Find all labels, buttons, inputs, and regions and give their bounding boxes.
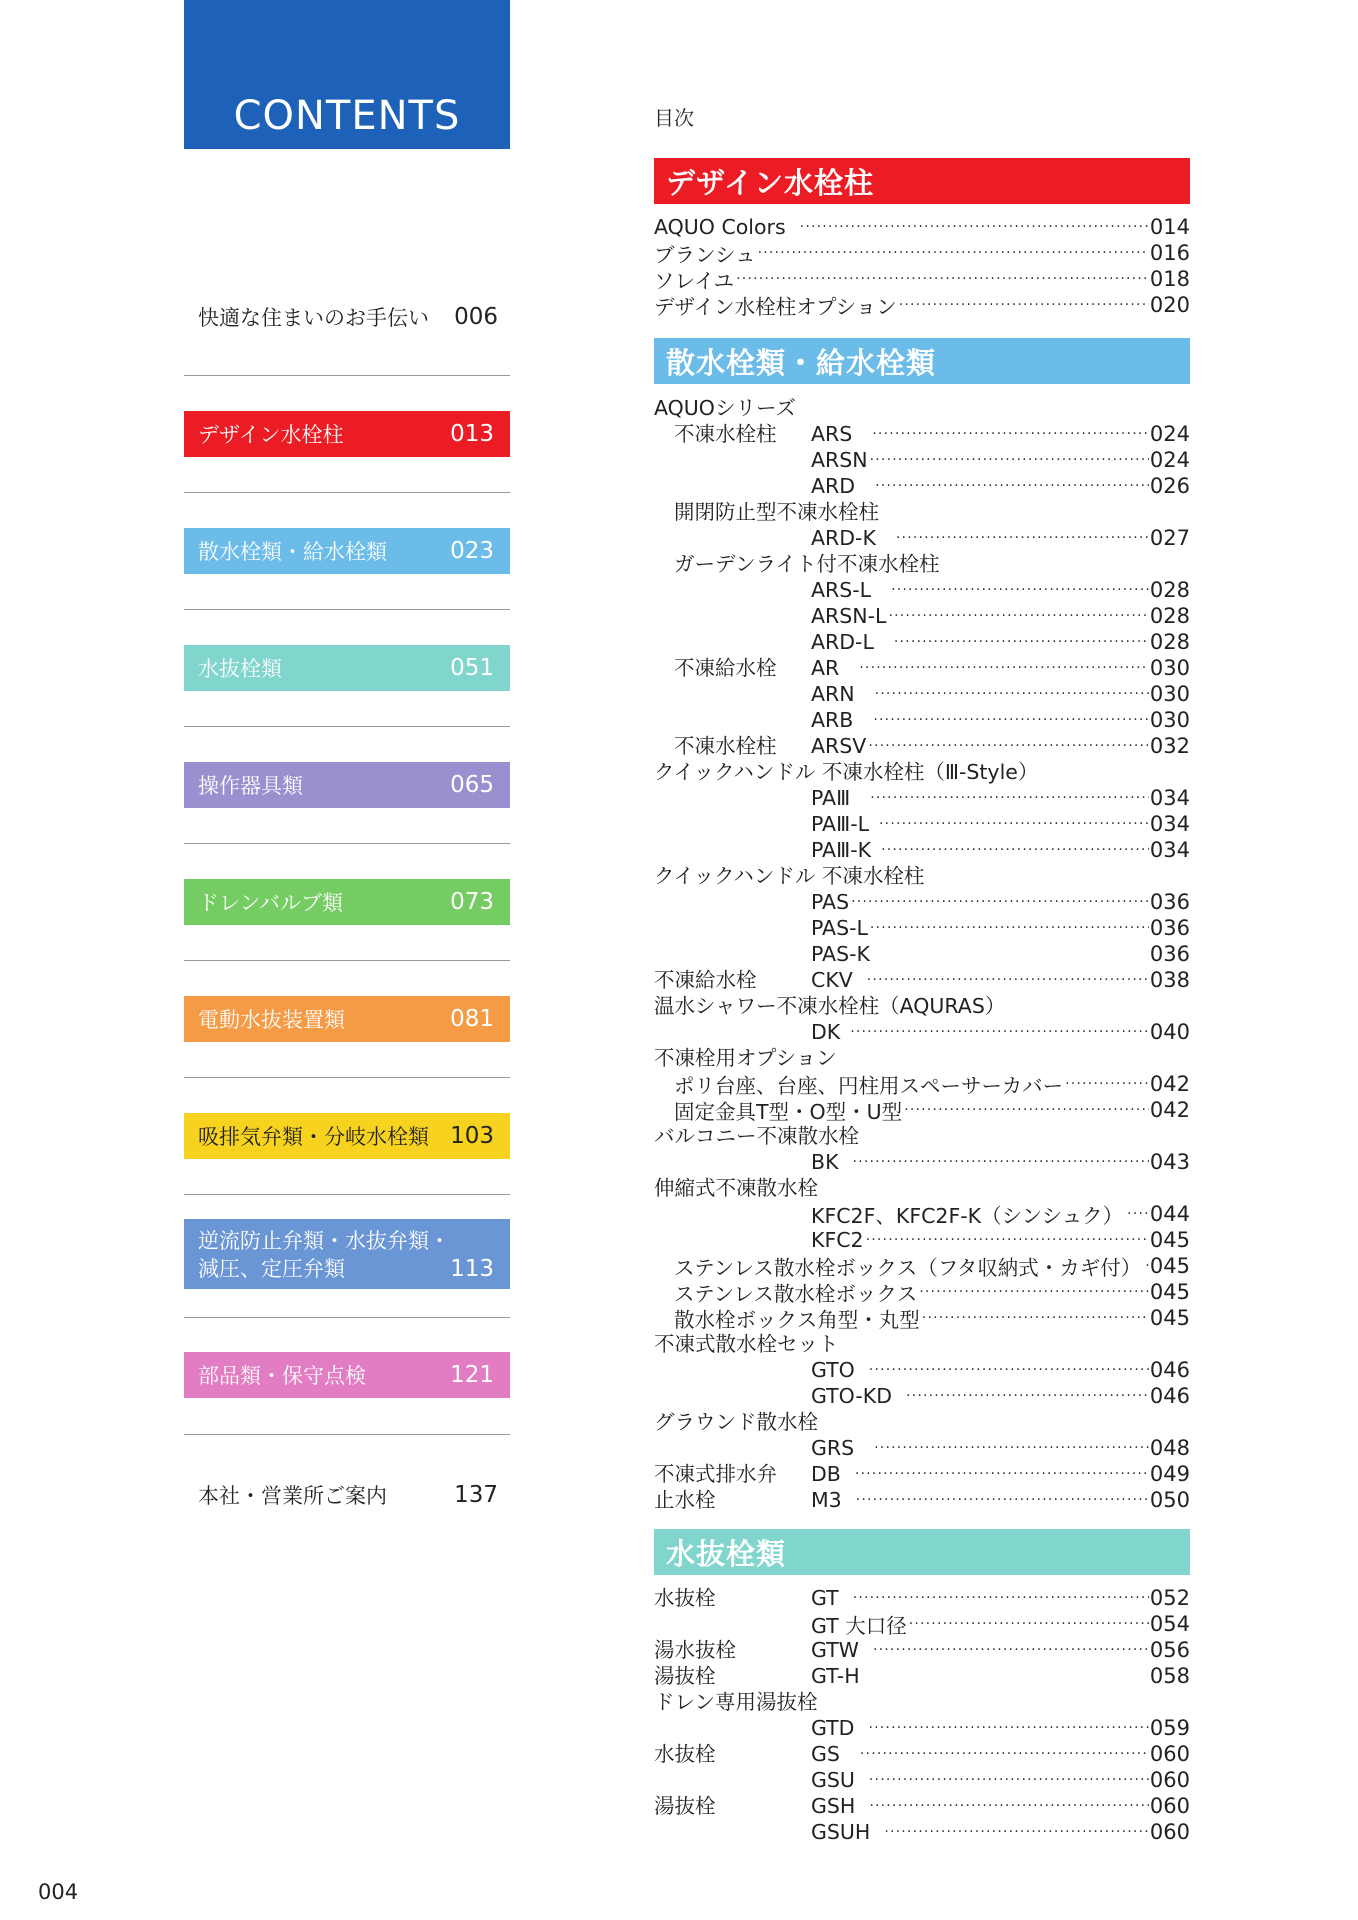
left-toc-item-page: 013 <box>450 421 494 447</box>
toc-entry[interactable] <box>811 811 1190 837</box>
toc-entry-page: 054 <box>1149 1612 1190 1636</box>
left-toc-item-page: 113 <box>450 1256 494 1282</box>
divider <box>184 1434 510 1435</box>
toc-entry-text: GTD <box>811 1716 855 1740</box>
left-toc-item-page: 073 <box>450 889 494 915</box>
toc-category: 水抜栓 <box>654 1742 716 1766</box>
toc-category: 湯抜栓 <box>654 1794 716 1818</box>
toc-entry[interactable] <box>811 785 1190 811</box>
toc-entry[interactable] <box>654 266 1190 292</box>
toc-entry[interactable] <box>811 1383 1190 1409</box>
toc-entry-page: 045 <box>1149 1306 1190 1330</box>
dot-leader <box>869 1793 1149 1819</box>
toc-entry-page: 030 <box>1149 708 1190 732</box>
toc-entry[interactable] <box>811 1487 1190 1513</box>
left-toc-item-page: 103 <box>450 1123 494 1149</box>
left-toc-item-label: 散水栓類・給水栓類 <box>198 540 387 564</box>
toc-entry-text: GSUH <box>811 1820 871 1844</box>
page-number: 004 <box>38 1880 79 1904</box>
section-bar-mizunuki[interactable] <box>654 1529 1190 1575</box>
left-toc-item-sansui[interactable] <box>184 528 510 574</box>
toc-entry-text: 固定金具T型・O型・U型 <box>674 1100 903 1124</box>
divider <box>184 1317 510 1318</box>
left-toc-outro[interactable] <box>198 1480 498 1510</box>
toc-entry-page: 046 <box>1149 1384 1190 1408</box>
dot-leader <box>884 1819 1149 1845</box>
left-toc-outro-page: 137 <box>454 1482 498 1508</box>
toc-category: 湯水抜栓 <box>654 1638 736 1662</box>
dot-leader <box>904 1097 1149 1123</box>
dot-leader <box>850 1019 1149 1045</box>
dot-leader <box>879 811 1149 837</box>
toc-entry[interactable] <box>811 1741 1190 1767</box>
left-toc-outro-label: 本社・営業所ご案内 <box>198 1484 387 1508</box>
toc-heading: AQUOシリーズ <box>654 396 796 420</box>
dot-leader <box>888 603 1148 629</box>
toc-entry-page: 038 <box>1149 968 1190 992</box>
toc-entry[interactable] <box>811 1715 1190 1741</box>
toc-entry-page: 060 <box>1149 1768 1190 1792</box>
toc-category: 不凍給水栓 <box>654 968 757 992</box>
toc-entry-page: 056 <box>1149 1638 1190 1662</box>
dot-leader <box>874 1435 1149 1461</box>
toc-category: 不凍水栓柱 <box>674 422 777 446</box>
toc-entry-text: GSH <box>811 1794 856 1818</box>
dot-leader <box>875 473 1149 499</box>
toc-entry-page: 030 <box>1149 682 1190 706</box>
toc-entry[interactable] <box>674 1253 1190 1279</box>
toc-entry-text: PAⅢ-K <box>811 838 872 862</box>
toc-heading: グラウンド散水栓 <box>654 1410 818 1434</box>
toc-entry-page: 036 <box>1149 942 1190 966</box>
toc-entry-text: ポリ台座、台座、円柱用スペーサーカバー <box>674 1074 1064 1098</box>
left-toc-item-buhin[interactable] <box>184 1352 510 1398</box>
toc-entry[interactable] <box>811 655 1190 681</box>
dot-leader <box>853 1585 1149 1611</box>
dot-leader <box>919 1279 1149 1305</box>
left-toc-item-gyakuryu[interactable] <box>184 1219 510 1289</box>
toc-entry[interactable] <box>811 1201 1190 1227</box>
toc-entry-text: M3 <box>811 1488 842 1512</box>
toc-entry-text: AQUO Colors <box>654 215 786 239</box>
divider <box>184 1194 510 1195</box>
toc-heading: クイックハンドル 不凍水栓柱 <box>654 864 925 888</box>
left-toc-item-page: 121 <box>450 1362 494 1388</box>
toc-entry-page: 014 <box>1149 215 1190 239</box>
toc-entry[interactable] <box>811 1149 1190 1175</box>
toc-entry-text: 散水栓ボックス角型・丸型 <box>674 1308 920 1332</box>
toc-entry-page: 042 <box>1149 1072 1190 1096</box>
toc-entry-page: 034 <box>1149 786 1190 810</box>
dot-leader <box>856 1487 1149 1513</box>
toc-entry[interactable] <box>674 1097 1190 1123</box>
dot-leader <box>899 292 1149 318</box>
section-title: 水抜栓類 <box>666 1536 787 1571</box>
toc-entry-page: 050 <box>1149 1488 1190 1512</box>
left-toc-item-page: 051 <box>450 655 494 681</box>
toc-entry[interactable] <box>674 1071 1190 1097</box>
toc-entry-page: 044 <box>1149 1202 1190 1226</box>
toc-entry-text: DK <box>811 1020 841 1044</box>
toc-category: 不凍水栓柱 <box>674 734 777 758</box>
toc-entry-page: 060 <box>1149 1742 1190 1766</box>
toc-entry-text: AR <box>811 656 840 680</box>
toc-entry-page: 036 <box>1149 890 1190 914</box>
left-toc-item-label: 吸排気弁類・分岐水栓類 <box>198 1125 429 1149</box>
toc-entry-page: 024 <box>1149 448 1190 472</box>
toc-entry-page: 045 <box>1149 1228 1190 1252</box>
toc-entry[interactable] <box>811 967 1190 993</box>
left-toc-item-page: 081 <box>450 1006 494 1032</box>
toc-entry-page: 027 <box>1149 526 1190 550</box>
toc-entry[interactable] <box>654 240 1190 266</box>
toc-entry-text: ARSV <box>811 734 867 758</box>
toc-heading: 伸縮式不凍散水栓 <box>654 1176 818 1200</box>
toc-entry[interactable] <box>811 681 1190 707</box>
left-toc-item-drain[interactable] <box>184 879 510 925</box>
dot-leader <box>736 266 1149 292</box>
dot-leader <box>906 1383 1149 1409</box>
toc-category: 湯抜栓 <box>654 1664 716 1688</box>
divider <box>184 492 510 493</box>
toc-entry-page: 036 <box>1149 916 1190 940</box>
left-toc-intro-label: 快適な住まいのお手伝い <box>198 306 429 330</box>
toc-entry-page: 060 <box>1149 1794 1190 1818</box>
toc-entry-page: 030 <box>1149 656 1190 680</box>
dot-leader <box>855 1461 1149 1487</box>
divider <box>184 726 510 727</box>
toc-entry-text: デザイン水栓柱オプション <box>654 295 897 319</box>
toc-entry-text: ARSN-L <box>811 604 887 628</box>
left-toc-item-label: 逆流防止弁類・水抜弁類・ 減圧、定圧弁類 <box>198 1229 450 1281</box>
left-toc-item-kyuhaiki[interactable] <box>184 1113 510 1159</box>
toc-entry-text: ARS-L <box>811 578 872 602</box>
dot-leader <box>870 915 1149 941</box>
toc-entry[interactable] <box>811 421 1190 447</box>
left-toc-item-page: 023 <box>450 538 494 564</box>
section-title: 散水栓類・給水栓類 <box>666 345 937 380</box>
divider <box>184 960 510 961</box>
toc-entry-text: ARN <box>811 682 855 706</box>
dot-leader <box>800 214 1149 240</box>
contents-header: CONTENTS <box>184 0 510 149</box>
toc-entry[interactable] <box>674 1305 1190 1331</box>
dot-leader <box>868 1715 1148 1741</box>
dot-leader <box>873 707 1149 733</box>
divider <box>184 843 510 844</box>
toc-heading: 温水シャワー不凍水栓柱（AQURAS） <box>654 994 1006 1018</box>
toc-entry-text: PAS <box>811 890 850 914</box>
toc-entry-text: PAⅢ-L <box>811 812 870 836</box>
toc-entry-text: GRS <box>811 1436 855 1460</box>
dot-leader <box>859 655 1149 681</box>
dot-leader <box>867 967 1149 993</box>
toc-entry[interactable] <box>811 837 1190 863</box>
dot-leader <box>872 421 1149 447</box>
toc-entry[interactable] <box>654 292 1190 318</box>
toc-entry[interactable] <box>811 1585 1190 1611</box>
toc-entry-page: 042 <box>1149 1098 1190 1122</box>
toc-entry-page: 058 <box>1149 1664 1190 1688</box>
toc-entry[interactable] <box>811 525 1190 551</box>
toc-entry-page: 018 <box>1149 267 1190 291</box>
toc-entry-page: 020 <box>1149 293 1190 317</box>
section-bar-design[interactable] <box>654 158 1190 204</box>
toc-category: 水抜栓 <box>654 1586 716 1610</box>
left-toc-intro[interactable] <box>198 302 498 332</box>
toc-entry[interactable] <box>811 1637 1190 1663</box>
toc-entry[interactable] <box>811 447 1190 473</box>
toc-heading: クイックハンドル 不凍水栓柱（Ⅲ-Style） <box>654 760 1039 784</box>
section-bar-sansui[interactable] <box>654 338 1190 384</box>
toc-entry-page: 043 <box>1149 1150 1190 1174</box>
toc-entry[interactable] <box>811 603 1190 629</box>
toc-entry-page: 028 <box>1149 630 1190 654</box>
toc-entry-page: 046 <box>1149 1358 1190 1382</box>
toc-entry[interactable] <box>811 889 1190 915</box>
left-toc-item-label: 部品類・保守点検 <box>198 1364 366 1388</box>
toc-entry-text: GT <box>811 1586 839 1610</box>
left-toc-item-page: 065 <box>450 772 494 798</box>
left-toc-item-label: 操作器具類 <box>198 774 303 798</box>
toc-entry-page: 059 <box>1149 1716 1190 1740</box>
toc-entry-page: 052 <box>1149 1586 1190 1610</box>
toc-entry[interactable] <box>811 1819 1190 1845</box>
dot-leader <box>1145 1253 1149 1279</box>
toc-category: 開閉防止型不凍水栓柱 <box>674 500 879 524</box>
dot-leader <box>868 733 1149 759</box>
dot-leader <box>870 447 1149 473</box>
toc-entry[interactable] <box>811 1461 1190 1487</box>
left-toc-item-label: 水抜栓類 <box>198 657 282 681</box>
dot-leader <box>881 837 1149 863</box>
toc-heading: 不凍式散水栓セット <box>654 1332 839 1356</box>
toc-entry-page: 040 <box>1149 1020 1190 1044</box>
toc-entry-text: ステンレス散水栓ボックス <box>674 1282 918 1306</box>
toc-entry-page: 028 <box>1149 604 1190 628</box>
toc-entry[interactable] <box>811 1227 1190 1253</box>
left-toc-item-label: デザイン水栓柱 <box>198 423 344 447</box>
toc-entry-text: PAS-K <box>811 942 870 966</box>
toc-entry[interactable] <box>811 1435 1190 1461</box>
left-toc-item-mizunuki[interactable] <box>184 645 510 691</box>
toc-entry-page: 049 <box>1149 1462 1190 1486</box>
toc-entry[interactable] <box>811 915 1190 941</box>
toc-entry[interactable] <box>811 473 1190 499</box>
toc-entry-text: PAⅢ <box>811 786 851 810</box>
toc-entry-text: KFC2F、KFC2F-K（シンシュク） <box>811 1204 1124 1228</box>
dot-leader <box>1065 1071 1149 1097</box>
section-title: デザイン水栓柱 <box>666 165 874 200</box>
toc-category: 止水栓 <box>654 1488 716 1512</box>
toc-entry-text: ステンレス散水栓ボックス（フタ収納式・カギ付） <box>674 1256 1142 1280</box>
toc-entry-page: 032 <box>1149 734 1190 758</box>
toc-category: ガーデンライト付不凍水栓柱 <box>674 552 940 576</box>
toc-entry-page: 060 <box>1149 1820 1190 1844</box>
toc-entry-page: 045 <box>1149 1254 1190 1278</box>
divider <box>184 609 510 610</box>
dot-leader <box>870 785 1149 811</box>
toc-entry[interactable] <box>811 577 1190 603</box>
toc-entry-page: 048 <box>1149 1436 1190 1460</box>
dot-leader <box>873 1637 1149 1663</box>
toc-heading: ドレン専用湯抜栓 <box>654 1690 818 1714</box>
dot-leader <box>894 629 1149 655</box>
dot-leader <box>853 1149 1149 1175</box>
toc-entry-page: 016 <box>1149 241 1190 265</box>
toc-entry-text: GS <box>811 1742 840 1766</box>
dot-leader <box>922 1305 1149 1331</box>
toc-entry[interactable] <box>811 629 1190 655</box>
divider <box>184 1077 510 1078</box>
toc-entry[interactable] <box>811 1793 1190 1819</box>
toc-entry-text: GTW <box>811 1638 859 1662</box>
toc-entry[interactable] <box>811 1663 1190 1689</box>
toc-entry-page: 024 <box>1149 422 1190 446</box>
toc-entry-text: BK <box>811 1150 839 1174</box>
toc-entry-text: CKV <box>811 968 853 992</box>
toc-entry-text: KFC2 <box>811 1228 864 1252</box>
toc-entry-page: 045 <box>1149 1280 1190 1304</box>
toc-entry-text: ARD-K <box>811 526 876 550</box>
left-toc-item-dendou[interactable] <box>184 996 510 1042</box>
toc-entry[interactable] <box>811 1019 1190 1045</box>
toc-entry-text: GT-H <box>811 1664 860 1688</box>
toc-entry-text: DB <box>811 1462 841 1486</box>
dot-leader <box>851 889 1149 915</box>
toc-entry[interactable] <box>811 707 1190 733</box>
dot-leader <box>909 1611 1149 1637</box>
dot-leader <box>866 1227 1149 1253</box>
toc-entry-text: ARD-L <box>811 630 874 654</box>
toc-entry-page: 028 <box>1149 578 1190 602</box>
toc-entry[interactable] <box>811 1357 1190 1383</box>
left-toc-item-design[interactable] <box>184 411 510 457</box>
left-toc-item-label: ドレンバルブ類 <box>198 891 344 915</box>
dot-leader <box>1127 1201 1149 1227</box>
divider <box>184 375 510 376</box>
left-toc-item-sousa[interactable] <box>184 762 510 808</box>
toc-entry-text: ARD <box>811 474 856 498</box>
dot-leader <box>896 525 1149 551</box>
toc-category: 不凍式排水弁 <box>654 1462 777 1486</box>
toc-entry-text: GT 大口径 <box>811 1614 907 1638</box>
toc-entry[interactable] <box>811 941 1190 967</box>
toc-entry-text: ソレイユ <box>654 269 735 293</box>
toc-entry[interactable] <box>654 214 1190 240</box>
toc-category: 不凍給水栓 <box>674 656 777 680</box>
toc-entry-text: ARB <box>811 708 854 732</box>
dot-leader <box>875 681 1149 707</box>
toc-entry-text: ブランシュ <box>654 243 756 267</box>
toc-entry-text: PAS-L <box>811 916 868 940</box>
toc-entry-page: 026 <box>1149 474 1190 498</box>
toc-entry-text: ARSN <box>811 448 868 472</box>
dot-leader <box>860 1741 1149 1767</box>
toc-entry[interactable] <box>811 733 1190 759</box>
toc-entry-text: GTO-KD <box>811 1384 893 1408</box>
toc-entry-page: 034 <box>1149 838 1190 862</box>
toc-entry[interactable] <box>811 1611 1190 1637</box>
dot-leader <box>869 1357 1149 1383</box>
dot-leader <box>758 240 1149 266</box>
dot-leader <box>891 577 1149 603</box>
dot-leader <box>869 1767 1149 1793</box>
toc-entry-page: 034 <box>1149 812 1190 836</box>
toc-heading: バルコニー不凍散水栓 <box>654 1124 859 1148</box>
left-toc-intro-page: 006 <box>454 304 498 330</box>
mokuji-label: 目次 <box>654 106 694 130</box>
toc-entry[interactable] <box>811 1767 1190 1793</box>
toc-entry-text: GSU <box>811 1768 855 1792</box>
toc-entry[interactable] <box>674 1279 1190 1305</box>
toc-heading: 不凍栓用オプション <box>654 1046 837 1070</box>
toc-entry-text: ARS <box>811 422 853 446</box>
toc-entry-text: GTO <box>811 1358 855 1382</box>
left-toc-item-label: 電動水抜装置類 <box>198 1008 345 1032</box>
